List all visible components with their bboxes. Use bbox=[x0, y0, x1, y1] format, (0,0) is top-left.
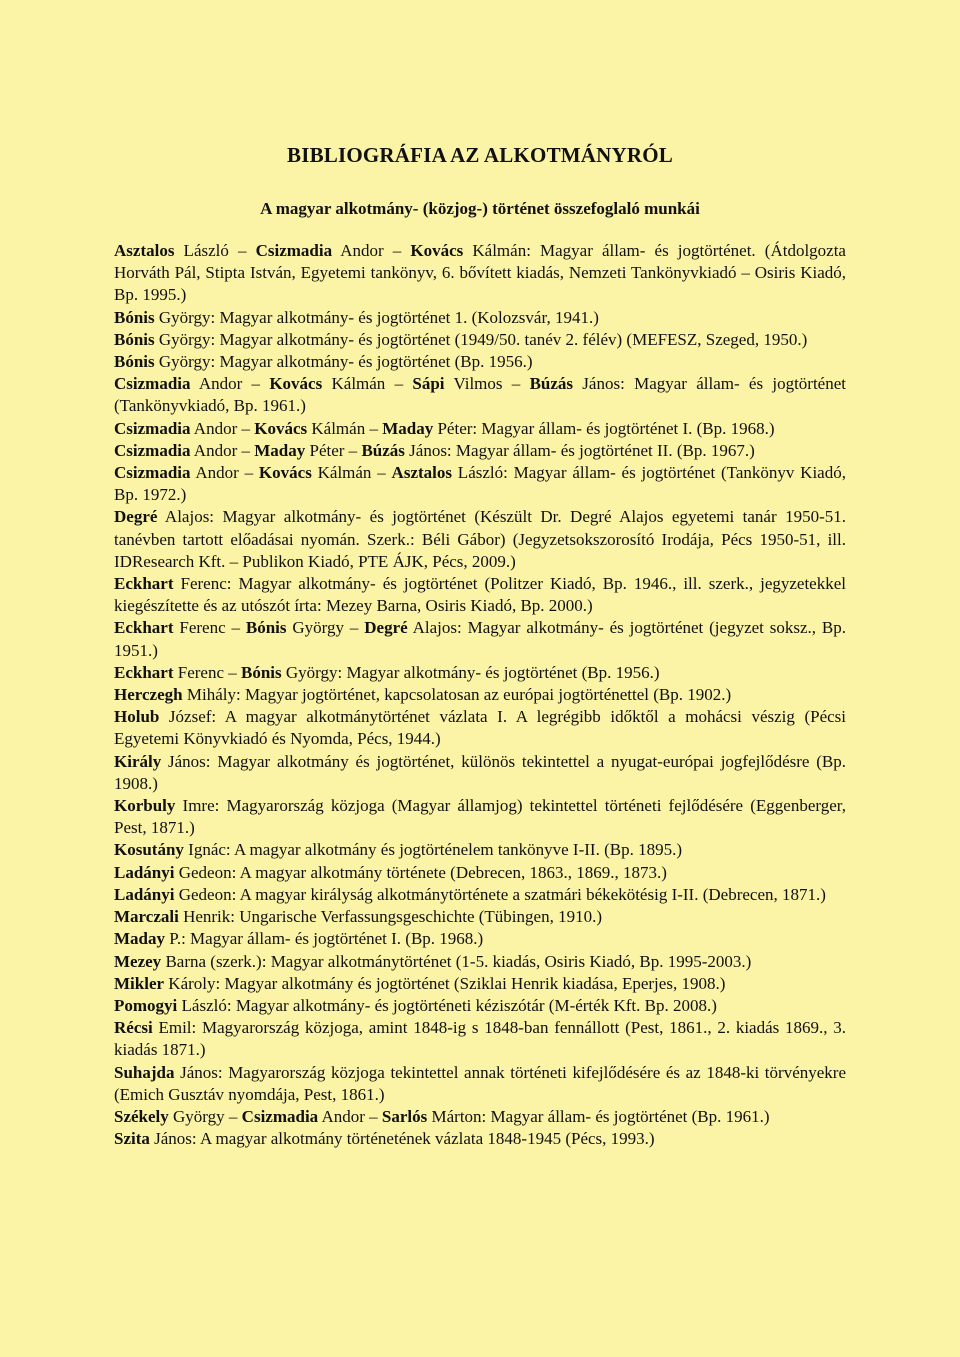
author-surname: Búzás bbox=[529, 374, 574, 394]
bibliography-entry bbox=[114, 795, 846, 839]
entry-text: Imre: Magyarország közjoga (Magyar államjog) tekintettel történeti fejlődésére (Eggenberger, Pest, 1871.) bbox=[114, 796, 846, 838]
entry-text: Alajos: Magyar alkotmány- és jogtörténet (jegyzet soksz., Bp. 1951.) bbox=[114, 618, 846, 660]
bibliography-entry bbox=[114, 1017, 846, 1061]
bibliography-entry bbox=[114, 573, 846, 617]
bibliography-entry bbox=[114, 373, 846, 417]
author-surname: Pomogyi bbox=[114, 995, 178, 1015]
author-surname: Csizmadia bbox=[255, 241, 333, 260]
author-surname: Asztalos bbox=[391, 463, 452, 483]
entry-text: János: Magyar alkotmány és jogtörténet, különös tekintettel a nyugat-európai jogfejlődésre (Bp. 1908.) bbox=[114, 751, 846, 793]
bibliography-entry bbox=[114, 928, 846, 950]
author-surname: Kovács bbox=[258, 463, 312, 483]
author-surname: Csizmadia bbox=[114, 463, 191, 483]
entry-text: György – bbox=[286, 618, 365, 638]
bibliography-entry bbox=[114, 1128, 846, 1150]
entry-text: Barna (szerk.): Magyar alkotmánytörténet (1-5. kiadás, Osiris Kiadó, Bp. 1995-2003.) bbox=[161, 951, 752, 971]
bibliography-entry bbox=[114, 506, 846, 573]
bibliography-entry bbox=[114, 995, 846, 1017]
author-surname: Csizmadia bbox=[241, 1106, 319, 1126]
author-surname: Holub bbox=[114, 707, 160, 727]
entry-text: Ferenc – bbox=[173, 618, 246, 638]
author-surname: Eckhart bbox=[114, 662, 174, 682]
entry-text: Henrik: Ungarische Verfassungsgeschichte (Tübingen, 1910.) bbox=[178, 907, 602, 927]
bibliography-entry bbox=[114, 751, 846, 795]
author-surname: Bónis bbox=[241, 662, 282, 682]
entry-text: Emil: Magyarország közjoga, amint 1848-ig s 1848-ban fennállott (Pest, 1861., 2. kiadás 1869., 3. kiadás 1871.) bbox=[114, 1018, 846, 1060]
bibliography-entry bbox=[114, 307, 846, 329]
author-surname: Marczali bbox=[114, 907, 179, 927]
author-surname: Asztalos bbox=[114, 241, 175, 260]
author-surname: Herczegh bbox=[114, 685, 183, 705]
entry-text: Alajos: Magyar alkotmány- és jogtörténet (Készült Dr. Degré Alajos egyetemi tanár 1950-51. tanévben tartott előadásai nyomán. Szerk.: Béli Gábor) (Jegyzetsokszorosító Irodája, Pécs 1950-51, ill. IDResearch Kft. – Publikon Kiadó, PTE ÁJK, Pécs, 2009.) bbox=[114, 507, 846, 571]
author-surname: Bónis bbox=[114, 329, 155, 349]
entry-text: Péter – bbox=[305, 440, 362, 460]
author-surname: Székely bbox=[114, 1106, 169, 1126]
bibliography-entry bbox=[114, 862, 846, 884]
author-surname: Bónis bbox=[245, 618, 287, 638]
bibliography-entry bbox=[114, 418, 846, 440]
author-surname: Csizmadia bbox=[114, 418, 191, 438]
entry-text: György: Magyar alkotmány- és jogtörténet 1. (Kolozsvár, 1941.) bbox=[154, 307, 599, 327]
author-surname: Kovács bbox=[254, 418, 308, 438]
author-surname: Degré bbox=[364, 618, 408, 638]
author-surname: Csizmadia bbox=[114, 440, 191, 460]
bibliography-entry bbox=[114, 462, 846, 506]
entry-text: Péter: Magyar állam- és jogtörténet I. (Bp. 1968.) bbox=[433, 418, 775, 438]
entry-text: P.: Magyar állam- és jogtörténet I. (Bp. 1968.) bbox=[165, 929, 484, 949]
bibliography-entry bbox=[114, 351, 846, 373]
entry-text: György – bbox=[168, 1106, 242, 1126]
author-surname: Ladányi bbox=[114, 862, 175, 882]
author-surname: Kosutány bbox=[114, 840, 184, 860]
author-surname: Sarlós bbox=[381, 1106, 428, 1126]
author-surname: Maday bbox=[114, 929, 165, 949]
author-surname: Ladányi bbox=[114, 884, 175, 904]
entry-text: Kálmán – bbox=[307, 418, 383, 438]
author-surname: Kovács bbox=[269, 374, 323, 394]
bibliography-entry bbox=[114, 839, 846, 861]
entry-text: György: Magyar alkotmány- és jogtörténet (Bp. 1956.) bbox=[154, 352, 533, 372]
author-surname: Szita bbox=[114, 1129, 150, 1149]
bibliography-entry bbox=[114, 973, 846, 995]
bibliography-entry bbox=[114, 1106, 846, 1128]
entry-text: Andor – bbox=[190, 440, 255, 460]
entry-text: József: A magyar alkotmánytörténet vázlata I. A legrégibb időktől a mohácsi vészig (Pécsi Egyetemi Könyvkiadó és Nyomda, Pécs, 1944.) bbox=[114, 707, 846, 749]
bibliography-entry bbox=[114, 617, 846, 661]
entry-text: Márton: Magyar állam- és jogtörténet (Bp. 1961.) bbox=[427, 1106, 770, 1126]
bibliography-entry bbox=[114, 684, 846, 706]
entry-text: Gedeon: A magyar királyság alkotmánytörténete a szatmári békekötésig I-II. (Debrecen, 1871.) bbox=[174, 884, 826, 904]
page-title: BIBLIOGRÁFIA AZ ALKOTMÁNYRÓL bbox=[287, 143, 673, 167]
entry-text: Kálmán – bbox=[322, 374, 413, 394]
author-surname: Maday bbox=[254, 440, 306, 460]
entry-text: Andor – bbox=[190, 374, 270, 394]
entry-text: Andor – bbox=[190, 463, 259, 483]
author-surname: Maday bbox=[382, 418, 434, 438]
bibliography-entry bbox=[114, 662, 846, 684]
entry-text: Károly: Magyar alkotmány és jogtörténet (Sziklai Henrik kiadása, Eperjes, 1908.) bbox=[164, 973, 726, 993]
author-surname: Kovács bbox=[410, 241, 464, 260]
bibliography-entry bbox=[114, 329, 846, 351]
entry-text: Ferenc – bbox=[173, 662, 242, 682]
author-surname: Bónis bbox=[114, 307, 155, 327]
entry-text: György: Magyar alkotmány- és jogtörténet (Bp. 1956.) bbox=[281, 662, 660, 682]
author-surname: Csizmadia bbox=[114, 374, 191, 394]
entry-text: Ignác: A magyar alkotmány és jogtörténelem tankönyve I-II. (Bp. 1895.) bbox=[183, 840, 682, 860]
author-surname: Király bbox=[114, 751, 162, 771]
entry-text: János: Magyarország közjoga tekintettel annak történeti kifejlődésére és az 1848-ki törvényekre (Emich Gusztáv nyomdája, Pest, 1861.) bbox=[114, 1062, 846, 1104]
bibliography-list bbox=[114, 240, 846, 1150]
entry-text: Gedeon: A magyar alkotmány története (Debrecen, 1863., 1869., 1873.) bbox=[174, 862, 667, 882]
entry-text: László: Magyar állam- és jogtörténet (Tankönyv Kiadó, Bp. 1972.) bbox=[114, 463, 846, 505]
bibliography-entry bbox=[114, 884, 846, 906]
author-surname: Récsi bbox=[114, 1018, 153, 1038]
bibliography-entry bbox=[114, 240, 846, 307]
entry-text: Andor – bbox=[190, 418, 255, 438]
author-surname: Suhajda bbox=[114, 1062, 175, 1082]
entry-text: Kálmán: Magyar állam- és jogtörténet. (Átdolgozta Horváth Pál, Stipta István, Egyetemi tankönyv, 6. bővített kiadás, Nemzeti Tankönyvkiadó – Osiris Kiadó, Bp. 1995.) bbox=[114, 241, 846, 305]
author-surname: Korbuly bbox=[114, 796, 176, 816]
entry-text: Andor – bbox=[318, 1106, 382, 1126]
entry-text: János: Magyar állam- és jogtörténet (Tankönyvkiadó, Bp. 1961.) bbox=[114, 374, 846, 416]
author-surname: Bónis bbox=[114, 352, 155, 372]
author-surname: Mezey bbox=[114, 951, 162, 971]
entry-text: János: A magyar alkotmány történetének vázlata 1848-1945 (Pécs, 1993.) bbox=[149, 1129, 655, 1149]
author-surname: Eckhart bbox=[114, 574, 174, 594]
bibliography-entry bbox=[114, 706, 846, 750]
entry-text: Ferenc: Magyar alkotmány- és jogtörténet (Politzer Kiadó, Bp. 1946., ill. szerk., jegyzetekkel kiegészítette és az utószót írta: Mezey Barna, Osiris Kiadó, Bp. 2000.) bbox=[114, 574, 846, 616]
entry-text: Mihály: Magyar jogtörténet, kapcsolatosan az európai jogtörténettel (Bp. 1902.) bbox=[182, 685, 732, 705]
bibliography-entry bbox=[114, 1062, 846, 1106]
bibliography-entry bbox=[114, 951, 846, 973]
bibliography-entry bbox=[114, 906, 846, 928]
bibliography-entry bbox=[114, 440, 846, 462]
entry-text: Kálmán – bbox=[311, 463, 392, 483]
author-surname: Búzás bbox=[361, 440, 405, 460]
author-surname: Mikler bbox=[114, 973, 165, 993]
entry-text: László – bbox=[174, 241, 256, 260]
section-subtitle: A magyar alkotmány- (közjog-) történet összefoglaló munkái bbox=[260, 199, 700, 218]
author-surname: Sápi bbox=[412, 374, 445, 394]
entry-text: Vilmos – bbox=[444, 374, 530, 394]
entry-text: Andor – bbox=[332, 241, 411, 260]
entry-text: László: Magyar alkotmány- és jogtörténeti kéziszótár (M-érték Kft. Bp. 2008.) bbox=[177, 995, 717, 1015]
entry-text: János: Magyar állam- és jogtörténet II. (Bp. 1967.) bbox=[404, 440, 755, 460]
entry-text: György: Magyar alkotmány- és jogtörténet (1949/50. tanév 2. félév) (MEFESZ, Szeged, 1950.) bbox=[154, 329, 808, 349]
author-surname: Degré bbox=[114, 507, 158, 527]
author-surname: Eckhart bbox=[114, 618, 174, 638]
